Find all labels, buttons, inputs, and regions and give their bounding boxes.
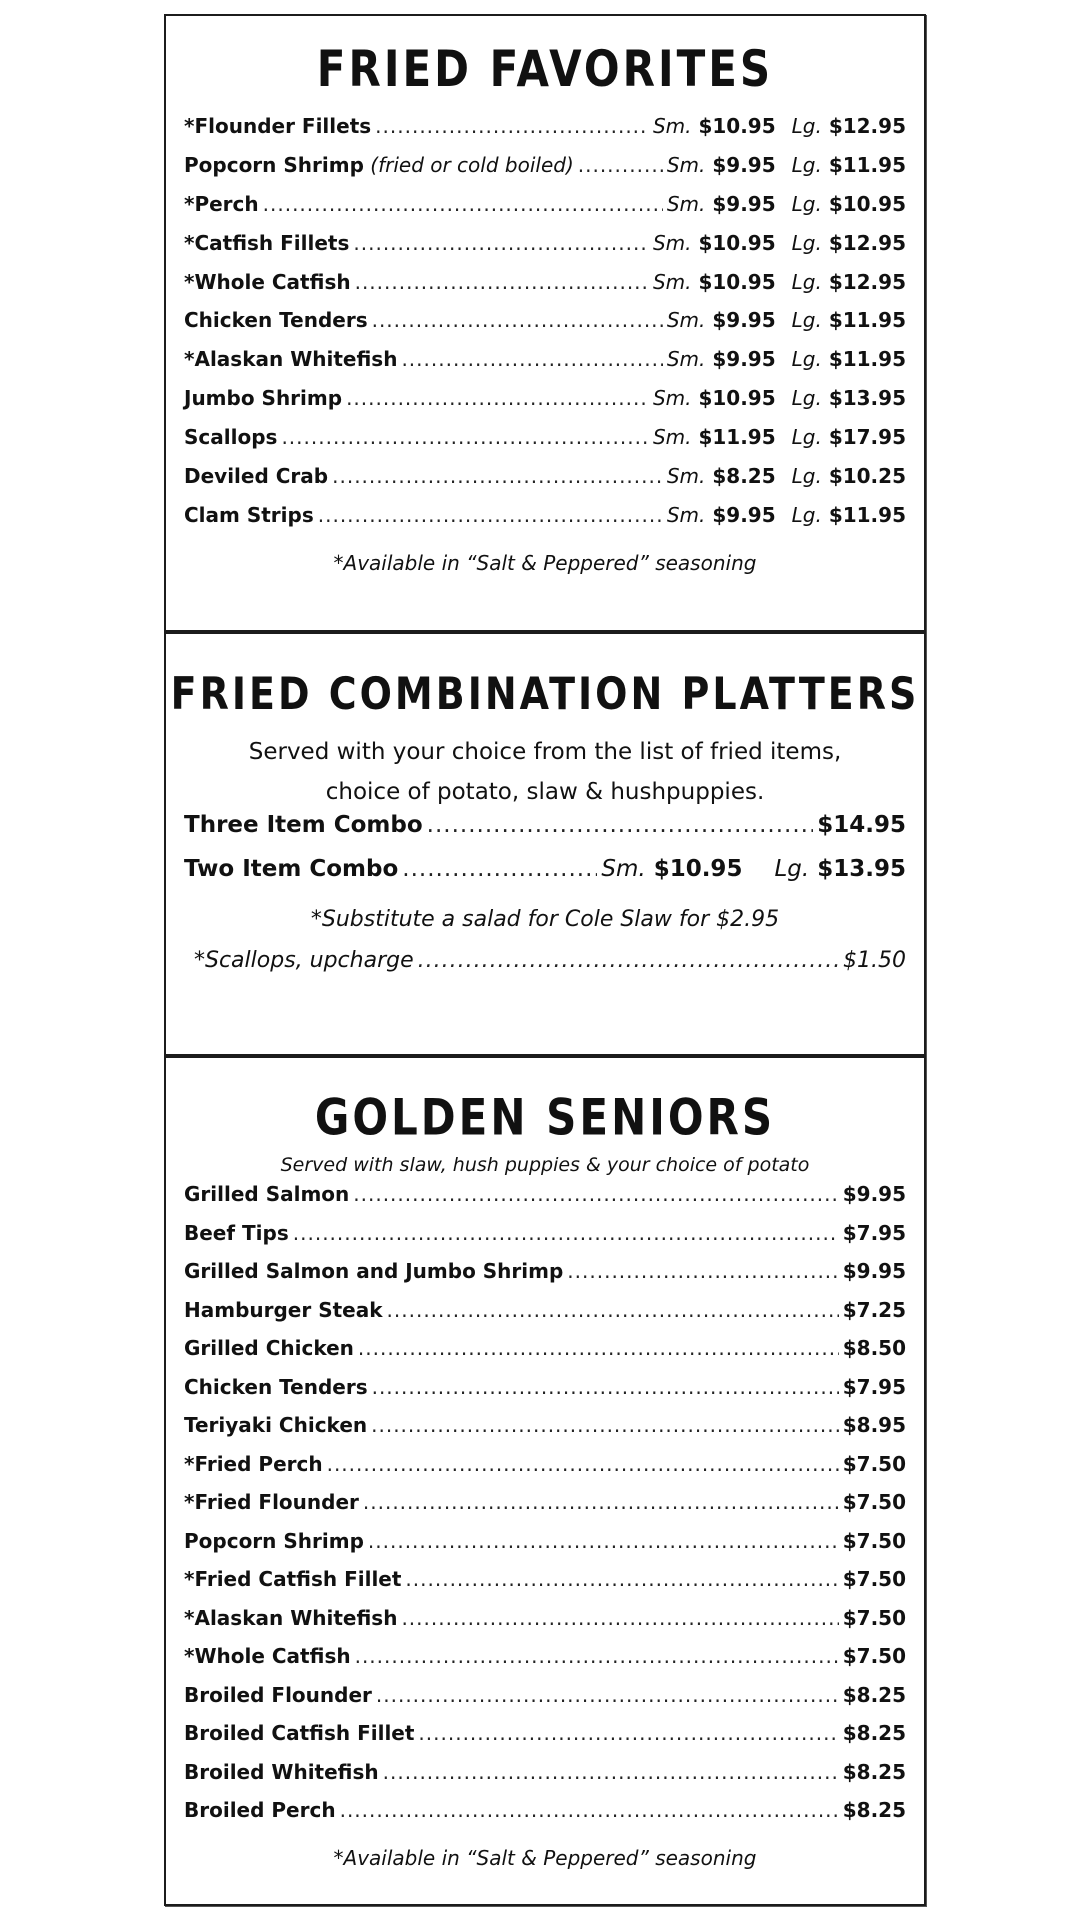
item-name: Broiled Whitefish (184, 1759, 379, 1784)
section-title: FRIED COMBINATION PLATTERS (170, 667, 920, 720)
price-large: $17.95 (828, 425, 906, 450)
item-name: *Fried Flounder (184, 1490, 359, 1514)
size-large-label: Lg. (791, 425, 822, 450)
price-large: $11.95 (828, 308, 906, 333)
item-name-text: *Perch (184, 191, 259, 216)
item-price: $7.50 (842, 1490, 906, 1514)
menu-item-row (184, 1298, 906, 1337)
price-pair (653, 270, 906, 294)
price-pair (601, 856, 906, 882)
price-small: $10.95 (698, 386, 776, 411)
item-name (184, 464, 328, 488)
menu-item-row (184, 1413, 906, 1452)
combo-description-line-1: Served with your choice from the list of fried items, (248, 739, 842, 765)
size-small-label: Sm. (666, 502, 706, 527)
price-large: $11.95 (828, 347, 906, 372)
item-name (184, 386, 342, 410)
price-small: $10.95 (653, 856, 743, 882)
item-price: $9.95 (842, 1182, 906, 1206)
price-pair (667, 464, 906, 488)
price-small: $11.95 (698, 425, 776, 450)
item-name: Broiled Flounder (184, 1682, 372, 1707)
section-title: GOLDEN SENIORS (314, 1088, 776, 1147)
item-price: $8.25 (842, 1759, 906, 1784)
price-large: $13.95 (817, 856, 906, 882)
item-name-text: Scallops (184, 425, 278, 450)
price-large: $11.95 (828, 502, 906, 527)
leader-dots (401, 347, 662, 371)
size-large-label: Lg. (791, 464, 822, 489)
leader-dots (353, 1182, 838, 1206)
seniors-description: Served with slaw, hush puppies & your choice of potato (280, 1154, 810, 1176)
size-large-label: Lg. (791, 152, 822, 177)
leader-dots (405, 1567, 838, 1591)
item-price: $7.50 (842, 1605, 906, 1630)
price-pair (667, 153, 906, 177)
combination-platters-section (164, 632, 926, 1056)
leader-dots (346, 386, 649, 410)
item-price: $9.95 (842, 1259, 906, 1283)
leader-dots (578, 153, 663, 177)
seasoning-footnote: *Available in “Salt & Peppered” seasoning (333, 1845, 757, 1870)
item-name (184, 503, 314, 527)
combo-description-line-2: choice of potato, slaw & hushpuppies. (325, 779, 765, 805)
item-name (184, 231, 349, 255)
leader-dots (383, 1760, 839, 1784)
menu-item-row (184, 1644, 906, 1683)
leader-dots (427, 812, 814, 838)
size-small-label: Sm. (652, 269, 692, 294)
size-small-label: Sm. (666, 464, 706, 489)
price-pair (667, 308, 906, 332)
menu-item-row (184, 153, 906, 192)
size-small-label: Sm. (652, 386, 692, 411)
price-pair (667, 503, 906, 527)
menu-item-row (184, 1259, 906, 1298)
menu-item-row (184, 1221, 906, 1260)
item-name: Chicken Tenders (184, 1374, 368, 1399)
item-price: $7.50 (842, 1451, 906, 1476)
price-small: $10.95 (698, 230, 776, 255)
menu-item-row (184, 464, 906, 503)
menu-item-row (184, 231, 906, 270)
item-name-text: *Catfish Fillets (184, 230, 350, 255)
price-small: $9.95 (712, 502, 776, 527)
item-name: Three Item Combo (184, 812, 423, 838)
item-name: Grilled Chicken (184, 1336, 354, 1360)
size-large-label: Lg. (774, 856, 810, 882)
fried-favorites-section (164, 14, 926, 632)
menu-item-row (184, 114, 906, 153)
leader-dots (375, 114, 649, 138)
item-name: Popcorn Shrimp (184, 1528, 364, 1553)
leader-dots (355, 270, 649, 294)
price-large: $11.95 (828, 152, 906, 177)
item-price: $8.95 (842, 1413, 906, 1437)
size-small-label: Sm. (666, 152, 706, 177)
size-large-label: Lg. (791, 114, 822, 138)
menu-item-row (184, 347, 906, 386)
menu-item-row (184, 270, 906, 309)
price-large: $10.25 (828, 464, 906, 489)
menu-item-row (184, 1490, 906, 1529)
menu-item-row (184, 1798, 906, 1837)
menu-item-row (184, 1606, 906, 1645)
item-price: $7.95 (842, 1374, 906, 1399)
leader-dots (363, 1490, 839, 1514)
item-name: Grilled Salmon and Jumbo Shrimp (184, 1259, 564, 1283)
size-small-label: Sm. (652, 230, 692, 255)
size-small-label: Sm. (652, 114, 692, 138)
item-name: *Fried Perch (184, 1451, 323, 1476)
size-small-label: Sm. (666, 191, 706, 216)
price-small: $8.25 (712, 464, 776, 489)
leader-dots (368, 1529, 839, 1553)
leader-dots (281, 425, 649, 449)
golden-seniors-list (166, 1182, 924, 1837)
item-name-text: Chicken Tenders (184, 308, 368, 333)
leader-dots (332, 464, 663, 488)
item-price: $8.50 (842, 1336, 906, 1360)
item-name (184, 153, 574, 177)
price-pair (653, 114, 906, 138)
item-name: *Alaskan Whitefish (184, 1605, 398, 1630)
menu-item-row (184, 1452, 906, 1491)
section-title: FRIED FAVORITES (316, 39, 774, 98)
leader-dots (327, 1452, 839, 1476)
item-price: $7.50 (842, 1567, 906, 1591)
price-pair (667, 192, 906, 216)
item-name: Hamburger Steak (184, 1297, 383, 1322)
leader-dots (387, 1298, 839, 1322)
price-large: $10.95 (828, 191, 906, 216)
price-pair (653, 386, 906, 410)
price-pair (653, 425, 906, 449)
leader-dots (372, 1375, 839, 1399)
menu-item-row (184, 308, 906, 347)
item-name: Two Item Combo (184, 856, 399, 882)
leader-dots (418, 1721, 838, 1745)
price-small: $10.95 (698, 114, 776, 138)
leader-dots (340, 1798, 839, 1822)
item-name: *Fried Catfish Fillet (184, 1567, 402, 1591)
scallops-upcharge-row (184, 948, 906, 992)
item-price: $7.50 (842, 1644, 906, 1668)
item-name (184, 308, 368, 332)
item-name-text: *Whole Catfish (184, 269, 351, 294)
item-name: Broiled Catfish Fillet (184, 1721, 415, 1745)
size-small-label: Sm. (666, 308, 706, 333)
leader-dots (355, 1644, 839, 1668)
leader-dots (358, 1336, 839, 1360)
leader-dots (293, 1221, 839, 1245)
fried-favorites-list (166, 114, 924, 542)
item-name-text: *Alaskan Whitefish (184, 347, 398, 372)
leader-dots (263, 192, 663, 216)
item-name-text: Popcorn Shrimp (184, 152, 364, 177)
seasoning-footnote: *Available in “Salt & Peppered” seasoning (333, 550, 757, 575)
item-name: Teriyaki Chicken (184, 1413, 368, 1437)
size-large-label: Lg. (791, 191, 822, 216)
item-price: $1.50 (843, 948, 906, 973)
price-large: $12.95 (828, 114, 906, 138)
size-large-label: Lg. (791, 502, 822, 527)
size-small-label: Sm. (652, 425, 692, 450)
menu-item-row (184, 1336, 906, 1375)
leader-dots (353, 231, 649, 255)
item-name-text: *Flounder Fillets (184, 114, 372, 138)
leader-dots (567, 1259, 838, 1283)
price-large: $12.95 (828, 230, 906, 255)
menu-item-row (184, 425, 906, 464)
item-name: Broiled Perch (184, 1798, 336, 1822)
size-large-label: Lg. (791, 269, 822, 294)
menu-item-row (184, 192, 906, 231)
price-small: $9.95 (712, 308, 776, 333)
menu-item-row (184, 1683, 906, 1722)
menu-item-row (184, 1721, 906, 1760)
item-name-text: Jumbo Shrimp (184, 386, 343, 411)
item-name-text: Deviled Crab (184, 464, 329, 489)
leader-dots (402, 856, 597, 882)
item-price: $7.25 (842, 1297, 906, 1322)
size-small-label: Sm. (601, 856, 646, 882)
three-item-combo-row (184, 812, 906, 856)
size-small-label: Sm. (666, 347, 706, 372)
two-item-combo-row (184, 856, 906, 900)
item-name (184, 192, 259, 216)
menu-item-row (184, 386, 906, 425)
leader-dots (372, 308, 663, 332)
menu-item-row (184, 1760, 906, 1799)
menu-item-row (184, 1182, 906, 1221)
item-name (184, 270, 351, 294)
item-price: $8.25 (842, 1798, 906, 1822)
item-price: $7.50 (842, 1528, 906, 1553)
item-name: Beef Tips (184, 1220, 289, 1245)
item-name: *Scallops, upcharge (194, 948, 414, 973)
leader-dots (371, 1413, 839, 1437)
item-name: *Whole Catfish (184, 1644, 351, 1668)
menu-item-row (184, 1529, 906, 1568)
price-small: $9.95 (712, 152, 776, 177)
price-small: $9.95 (712, 191, 776, 216)
size-large-label: Lg. (791, 308, 822, 333)
leader-dots (418, 948, 839, 973)
leader-dots (318, 503, 663, 527)
price-small: $10.95 (698, 269, 776, 294)
item-price: $14.95 (817, 812, 906, 838)
size-large-label: Lg. (791, 386, 822, 411)
item-price: $8.25 (842, 1682, 906, 1707)
price-small: $9.95 (712, 347, 776, 372)
leader-dots (401, 1606, 838, 1630)
item-note: (fried or cold boiled) (363, 152, 574, 177)
item-price: $8.25 (842, 1721, 906, 1745)
size-large-label: Lg. (791, 347, 822, 372)
item-name: Grilled Salmon (184, 1182, 350, 1206)
menu-item-row (184, 1567, 906, 1606)
menu-item-row (184, 503, 906, 542)
leader-dots (376, 1683, 839, 1707)
item-name (184, 425, 277, 449)
price-pair (653, 231, 906, 255)
price-large: $12.95 (828, 269, 906, 294)
item-name (184, 114, 371, 138)
item-name-text: Clam Strips (184, 502, 314, 527)
golden-seniors-section (164, 1056, 926, 1906)
size-large-label: Lg. (791, 230, 822, 255)
price-large: $13.95 (828, 386, 906, 411)
price-pair (667, 347, 906, 371)
item-name (184, 347, 397, 371)
item-price: $7.95 (842, 1220, 906, 1245)
substitute-note: *Substitute a salad for Cole Slaw for $2.95 (310, 907, 780, 932)
menu-item-row (184, 1375, 906, 1414)
